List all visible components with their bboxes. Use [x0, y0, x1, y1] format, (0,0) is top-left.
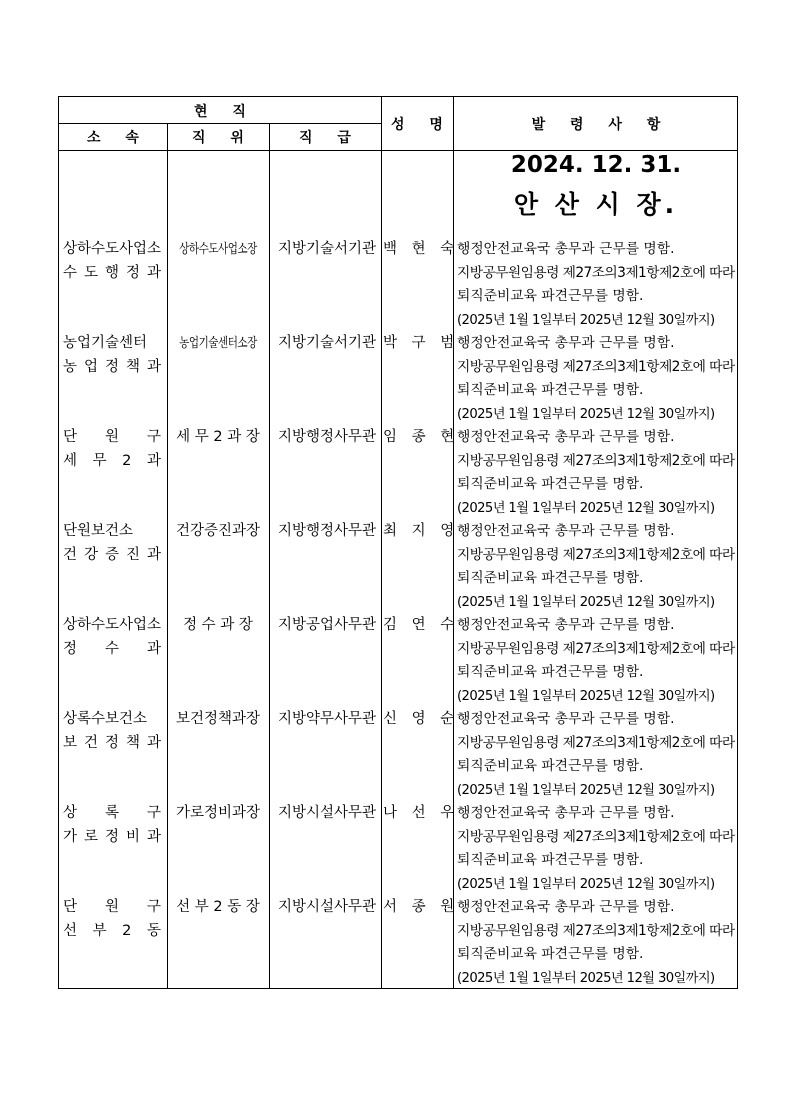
name-cell: 박 구 범: [383, 335, 460, 351]
grade-cell: 지방기술서기관: [277, 335, 377, 351]
affiliation-cell: 단원보건소 건 강 증 진 과: [63, 523, 161, 563]
table-row: [59, 332, 739, 426]
header-current-post: 현 직: [194, 103, 256, 120]
affiliation-cell: 단 원 구 세 무 2 과: [63, 429, 161, 469]
order-cell: 행정안전교육국 총무과 근무를 명함. 지방공무원임용령 제27조의3제1항제2호에 따라 퇴직준비교육 파견근무를 명함. (2025년 1월 1일부터 2025년 12월 30일까지): [457, 335, 735, 422]
name-cell: 김 연 수: [383, 617, 460, 633]
position-cell: 정 수 과 장: [183, 617, 253, 633]
name-cell: 서 종 원: [383, 899, 460, 915]
position-cell: 건강증진과장: [175, 523, 261, 539]
table-row: [59, 802, 739, 896]
order-cell: 행정안전교육국 총무과 근무를 명함. 지방공무원임용령 제27조의3제1항제2호에 따라 퇴직준비교육 파견근무를 명함. (2025년 1월 1일부터 2025년 12월 30일까지): [457, 523, 735, 610]
order-cell: 행정안전교육국 총무과 근무를 명함. 지방공무원임용령 제27조의3제1항제2호에 따라 퇴직준비교육 파견근무를 명함. (2025년 1월 1일부터 2025년 12월 30일까지): [457, 899, 735, 986]
grade-cell: 지방약무사무관: [277, 711, 377, 727]
row-divider: [59, 150, 737, 151]
grade-cell: 지방공업사무관: [277, 617, 377, 633]
issuer-signature: 안 산 시 장.: [513, 190, 679, 219]
affiliation-cell: 상하수도사업소 수 도 행 정 과: [63, 241, 162, 281]
name-cell: 임 종 현: [383, 429, 460, 445]
order-cell: 행정안전교육국 총무과 근무를 명함. 지방공무원임용령 제27조의3제1항제2호에 따라 퇴직준비교육 파견근무를 명함. (2025년 1월 1일부터 2025년 12월 30일까지): [457, 617, 735, 704]
affiliation-cell: 단 원 구 선 부 2 동: [63, 899, 161, 939]
table-row: [59, 426, 739, 520]
table-row: [59, 896, 739, 990]
affiliation-cell: 상 록 구 가 로 정 비 과: [63, 805, 161, 845]
name-cell: 백 현 숙: [383, 241, 460, 257]
affiliation-cell: 농업기술센터 농 업 정 책 과: [63, 335, 161, 375]
grade-cell: 지방행정사무관: [277, 523, 377, 539]
header-name: 성 명: [391, 116, 453, 133]
name-cell: 최 지 영: [383, 523, 460, 539]
position-cell: 농업기술센터소장: [179, 336, 257, 351]
affiliation-cell: 상하수도사업소 정 수 과: [63, 617, 162, 657]
affiliation-cell: 상록수보건소 보 건 정 책 과: [63, 711, 161, 751]
position-cell: 가로정비과장: [175, 805, 261, 821]
order-cell: 행정안전교육국 총무과 근무를 명함. 지방공무원임용령 제27조의3제1항제2호에 따라 퇴직준비교육 파견근무를 명함. (2025년 1월 1일부터 2025년 12월 30일까지): [457, 711, 735, 798]
header-order: 발 령 사 항: [531, 116, 671, 133]
table-row: [59, 238, 739, 332]
header-grade: 직 급: [299, 130, 361, 146]
position-cell: 세 무 2 과 장: [176, 429, 260, 445]
table-row: [59, 708, 739, 802]
grade-cell: 지방기술서기관: [277, 241, 377, 257]
issue-date: 2024. 12. 31.: [510, 152, 682, 178]
position-cell: 보건정책과장: [175, 711, 261, 727]
position-cell: 선 부 2 동 장: [176, 899, 260, 915]
table-row: [59, 614, 739, 708]
grade-cell: 지방시설사무관: [277, 805, 377, 821]
name-cell: 신 영 순: [383, 711, 460, 727]
table-row: [59, 520, 739, 614]
personnel-order-table: [58, 96, 738, 989]
header-position: 직 위: [192, 130, 254, 146]
name-cell: 나 선 우: [383, 805, 460, 821]
position-cell: 상하수도사업소장: [179, 242, 257, 257]
order-cell: 행정안전교육국 총무과 근무를 명함. 지방공무원임용령 제27조의3제1항제2호에 따라 퇴직준비교육 파견근무를 명함. (2025년 1월 1일부터 2025년 12월 30일까지): [457, 241, 735, 328]
order-cell: 행정안전교육국 총무과 근무를 명함. 지방공무원임용령 제27조의3제1항제2호에 따라 퇴직준비교육 파견근무를 명함. (2025년 1월 1일부터 2025년 12월 30일까지): [457, 805, 735, 892]
header-affiliation: 소 속: [87, 130, 149, 146]
grade-cell: 지방시설사무관: [277, 899, 377, 915]
order-cell: 행정안전교육국 총무과 근무를 명함. 지방공무원임용령 제27조의3제1항제2호에 따라 퇴직준비교육 파견근무를 명함. (2025년 1월 1일부터 2025년 12월 30일까지): [457, 429, 735, 516]
grade-cell: 지방행정사무관: [277, 429, 377, 445]
